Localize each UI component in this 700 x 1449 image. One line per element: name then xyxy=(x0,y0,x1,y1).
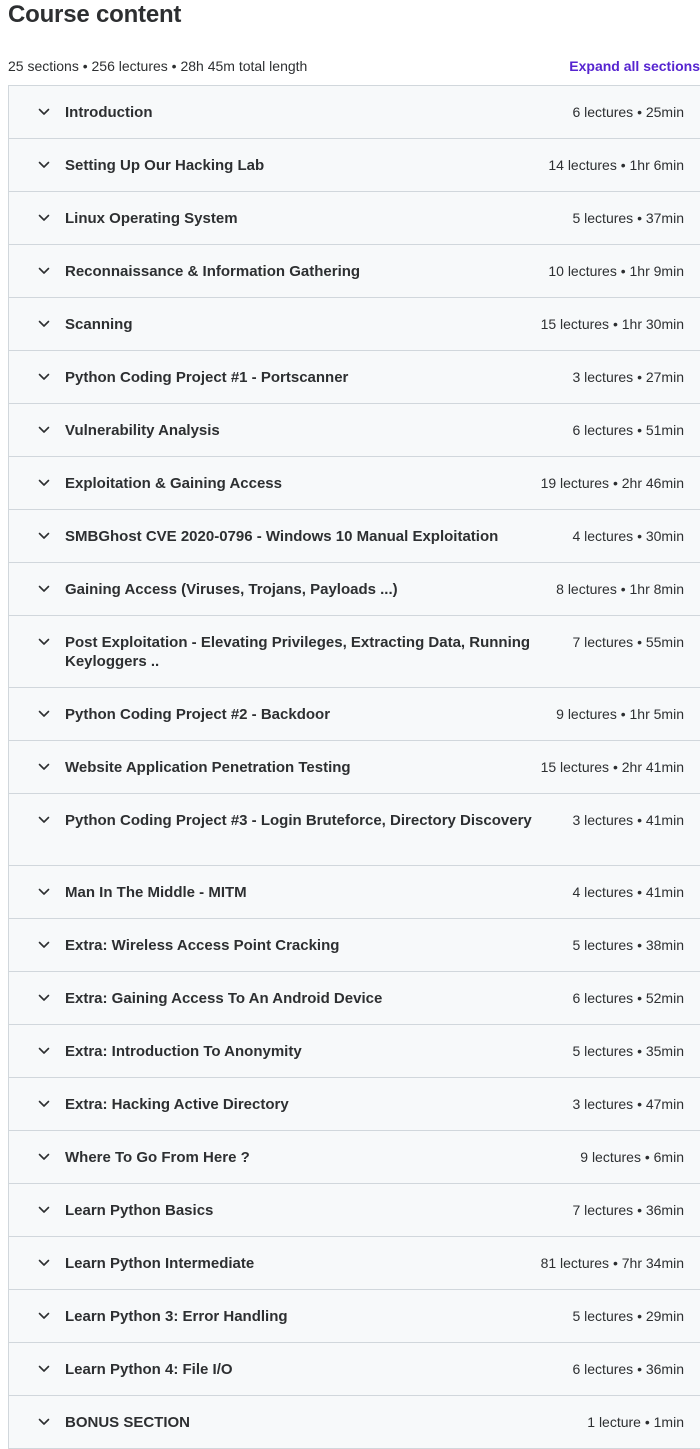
section-title: Python Coding Project #1 - Portscanner xyxy=(65,369,349,386)
section-title: Python Coding Project #3 - Login Bruteforce, Directory Discovery xyxy=(65,812,532,829)
section-title: SMBGhost CVE 2020-0796 - Windows 10 Manual Exploitation xyxy=(65,528,499,545)
chevron-down-icon[interactable] xyxy=(36,1307,52,1325)
chevron-down-icon[interactable] xyxy=(36,936,52,954)
section-row[interactable] xyxy=(8,1290,700,1343)
section-title: Extra: Introduction To Anonymity xyxy=(65,1043,302,1060)
section-meta: 7 lectures • 36min xyxy=(572,1202,684,1218)
section-meta: 6 lectures • 25min xyxy=(572,104,684,120)
section-row[interactable] xyxy=(8,351,700,404)
chevron-down-icon[interactable] xyxy=(36,1042,52,1060)
section-meta: 7 lectures • 55min xyxy=(572,634,684,650)
chevron-down-icon[interactable] xyxy=(36,209,52,227)
section-meta: 9 lectures • 1hr 5min xyxy=(556,706,684,722)
section-title: BONUS SECTION xyxy=(65,1414,191,1431)
section-row[interactable] xyxy=(8,972,700,1025)
section-row[interactable] xyxy=(8,245,700,298)
expand-all-sections-button[interactable]: Expand all sections xyxy=(569,58,700,74)
chevron-down-icon[interactable] xyxy=(36,633,52,651)
section-meta: 6 lectures • 52min xyxy=(572,990,684,1006)
section-meta: 10 lectures • 1hr 9min xyxy=(548,263,684,279)
chevron-down-icon[interactable] xyxy=(36,474,52,492)
sections-list xyxy=(8,85,700,1449)
chevron-down-icon[interactable] xyxy=(36,811,52,829)
section-title: Learn Python Basics xyxy=(65,1202,214,1219)
section-meta: 3 lectures • 47min xyxy=(572,1096,684,1112)
section-title: Extra: Hacking Active Directory xyxy=(65,1096,289,1113)
section-row[interactable] xyxy=(8,616,700,688)
section-meta: 3 lectures • 41min xyxy=(572,812,684,828)
section-meta: 5 lectures • 29min xyxy=(572,1308,684,1324)
section-meta: 4 lectures • 30min xyxy=(572,528,684,544)
chevron-down-icon[interactable] xyxy=(36,315,52,333)
section-meta: 5 lectures • 37min xyxy=(572,210,684,226)
section-row[interactable] xyxy=(8,794,700,866)
section-row[interactable] xyxy=(8,741,700,794)
section-title: Setting Up Our Hacking Lab xyxy=(65,157,265,174)
section-meta: 4 lectures • 41min xyxy=(572,884,684,900)
section-meta: 19 lectures • 2hr 46min xyxy=(540,475,684,491)
chevron-down-icon[interactable] xyxy=(36,1254,52,1272)
chevron-down-icon[interactable] xyxy=(36,989,52,1007)
section-meta: 5 lectures • 38min xyxy=(572,937,684,953)
section-title: Extra: Gaining Access To An Android Device xyxy=(65,990,383,1007)
section-meta: 8 lectures • 1hr 8min xyxy=(556,581,684,597)
chevron-down-icon[interactable] xyxy=(36,1413,52,1431)
section-meta: 6 lectures • 51min xyxy=(572,422,684,438)
section-title: Reconnaissance & Information Gathering xyxy=(65,263,361,280)
section-row[interactable] xyxy=(8,1396,700,1449)
section-title: Man In The Middle - MITM xyxy=(65,884,247,901)
course-summary-bar xyxy=(8,56,700,76)
section-title: Where To Go From Here ? xyxy=(65,1149,250,1166)
section-meta: 15 lectures • 1hr 30min xyxy=(540,316,684,332)
section-row[interactable] xyxy=(8,1025,700,1078)
section-row[interactable] xyxy=(8,510,700,563)
section-row[interactable] xyxy=(8,866,700,919)
chevron-down-icon[interactable] xyxy=(36,421,52,439)
chevron-down-icon[interactable] xyxy=(36,527,52,545)
section-meta: 15 lectures • 2hr 41min xyxy=(540,759,684,775)
section-row[interactable] xyxy=(8,1343,700,1396)
chevron-down-icon[interactable] xyxy=(36,1095,52,1113)
section-row[interactable] xyxy=(8,688,700,741)
section-meta: 6 lectures • 36min xyxy=(572,1361,684,1377)
section-row[interactable] xyxy=(8,86,700,139)
section-row[interactable] xyxy=(8,457,700,510)
section-row[interactable] xyxy=(8,1078,700,1131)
section-row[interactable] xyxy=(8,298,700,351)
section-meta: 3 lectures • 27min xyxy=(572,369,684,385)
section-title: Learn Python 4: File I/O xyxy=(65,1361,233,1378)
chevron-down-icon[interactable] xyxy=(36,1148,52,1166)
section-row[interactable] xyxy=(8,139,700,192)
section-title: Website Application Penetration Testing xyxy=(65,759,351,776)
section-meta: 81 lectures • 7hr 34min xyxy=(540,1255,684,1271)
section-title: Linux Operating System xyxy=(65,210,238,227)
chevron-down-icon[interactable] xyxy=(36,156,52,174)
section-row[interactable] xyxy=(8,404,700,457)
section-meta: 14 lectures • 1hr 6min xyxy=(548,157,684,173)
chevron-down-icon[interactable] xyxy=(36,580,52,598)
section-row[interactable] xyxy=(8,1184,700,1237)
chevron-down-icon[interactable] xyxy=(36,758,52,776)
section-title: Learn Python Intermediate xyxy=(65,1255,255,1272)
section-title: Introduction xyxy=(65,104,153,121)
course-content-title: Course content xyxy=(8,1,182,28)
section-title: Extra: Wireless Access Point Cracking xyxy=(65,937,340,954)
chevron-down-icon[interactable] xyxy=(36,1201,52,1219)
section-row[interactable] xyxy=(8,1237,700,1290)
section-title: Scanning xyxy=(65,316,133,333)
section-row[interactable] xyxy=(8,192,700,245)
section-row[interactable] xyxy=(8,1131,700,1184)
section-row[interactable] xyxy=(8,919,700,972)
section-title: Exploitation & Gaining Access xyxy=(65,475,282,492)
chevron-down-icon[interactable] xyxy=(36,262,52,280)
chevron-down-icon[interactable] xyxy=(36,705,52,723)
section-meta: 9 lectures • 6min xyxy=(580,1149,684,1165)
chevron-down-icon[interactable] xyxy=(36,368,52,386)
course-summary: 25 sections • 256 lectures • 28h 45m total length xyxy=(8,58,308,74)
section-row[interactable] xyxy=(8,563,700,616)
section-title: Python Coding Project #2 - Backdoor xyxy=(65,706,331,723)
section-title: Gaining Access (Viruses, Trojans, Payloads ...) xyxy=(65,581,398,598)
section-title: Post Exploitation - Elevating Privileges, Extracting Data, Running Keyloggers .. xyxy=(65,634,531,670)
chevron-down-icon[interactable] xyxy=(36,103,52,121)
section-meta: 1 lecture • 1min xyxy=(587,1414,684,1430)
section-title: Vulnerability Analysis xyxy=(65,422,220,439)
chevron-down-icon[interactable] xyxy=(36,883,52,901)
chevron-down-icon[interactable] xyxy=(36,1360,52,1378)
section-title: Learn Python 3: Error Handling xyxy=(65,1308,288,1325)
section-meta: 5 lectures • 35min xyxy=(572,1043,684,1059)
